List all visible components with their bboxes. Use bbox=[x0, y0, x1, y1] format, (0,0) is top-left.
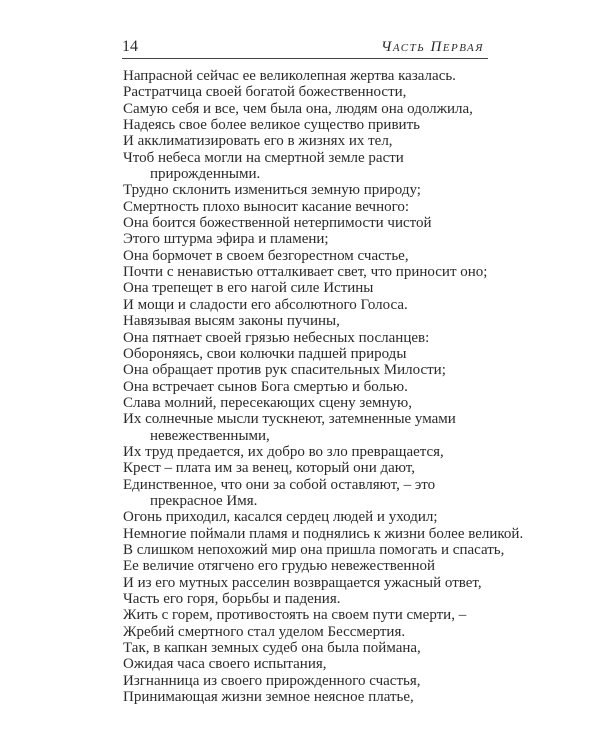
poem-line: И акклиматизировать его в жизнях их тел, bbox=[123, 133, 393, 150]
poem-line: В слишком непохожий мир она пришла помогать и спасать, bbox=[123, 541, 505, 558]
poem-line: Навязывая высям законы пучины, bbox=[123, 313, 340, 330]
poem-line: И мощи и сладости его абсолютного Голоса. bbox=[123, 296, 408, 313]
poem-line: Растратчица своей богатой божественности, bbox=[123, 84, 407, 101]
poem-line: Их солнечные мысли тускнеют, затемненные умами bbox=[123, 411, 456, 428]
poem-line: Трудно склонить измениться земную природу; bbox=[123, 182, 421, 199]
poem-line: Надеясь свое более великое существо привить bbox=[123, 117, 420, 134]
poem-line: Смертность плохо выносит касание вечного: bbox=[123, 198, 410, 215]
poem-line: Изгнанница из своего прирожденного счастья, bbox=[123, 672, 421, 689]
poem-line: прекрасное Имя. bbox=[150, 492, 258, 509]
poem-line: Огонь приходил, касался сердец людей и уходил; bbox=[123, 509, 438, 526]
poem-line: Принимающая жизни земное неясное платье, bbox=[123, 689, 414, 706]
running-title: Часть Первая bbox=[381, 39, 484, 55]
poem-line: невежественными, bbox=[150, 427, 270, 444]
poem-line: Немногие поймали пламя и поднялись к жизни более великой. bbox=[123, 525, 524, 542]
page-number: 14 bbox=[122, 38, 138, 55]
poem-line: Она трепещет в его нагой силе Истины bbox=[123, 280, 374, 297]
poem-line: Этого штурма эфира и пламени; bbox=[123, 231, 329, 248]
poem-line: Она обращает против рук спасительных Милости; bbox=[123, 362, 446, 379]
poem-line: Часть его горя, борьбы и падения. bbox=[123, 591, 341, 607]
poem-line: Самую себя и все, чем была она, людям она одолжила, bbox=[123, 100, 473, 117]
poem-line: И из его мутных расселин возвращается ужасный ответ, bbox=[123, 574, 482, 591]
poem-line: Слава молний, пересекающих сцену земную, bbox=[123, 394, 412, 411]
poem-line: Ее величие отягчено его грудью невежественной bbox=[123, 558, 436, 575]
poem-line: Их труд предается, их добро во зло превращается, bbox=[123, 443, 444, 460]
poem-text bbox=[123, 68, 523, 705]
poem-line: Жить с горем, противостоять на своем пути смерти, – bbox=[123, 607, 467, 624]
poem-line: Обороняясь, свои колючки падшей природы bbox=[123, 345, 407, 362]
poem-line: прирожденными. bbox=[150, 166, 261, 183]
poem-line: Так, в капкан земных судеб она была поймана, bbox=[123, 640, 421, 657]
poem-line: Она встречает сынов Бога смертью и болью. bbox=[123, 378, 408, 395]
poem-line: Она пятнает своей грязью небесных посланцев: bbox=[123, 329, 430, 346]
page-header bbox=[122, 38, 488, 59]
poem-line: Жребий смертного стал уделом Бессмертия. bbox=[123, 623, 406, 640]
poem-line: Она боится божественной нетерпимости чистой bbox=[123, 215, 432, 232]
poem-line: Чтоб небеса могли на смертной земле расти bbox=[123, 149, 404, 166]
poem-line: Крест – плата им за венец, который они дают, bbox=[123, 460, 415, 477]
poem-line: Она бормочет в своем безгорестном счастье, bbox=[123, 247, 409, 264]
poem-line: Ожидая часа своего испытания, bbox=[123, 656, 327, 673]
poem-line: Напрасной сейчас ее великолепная жертва казалась. bbox=[123, 68, 456, 84]
poem-line: Почти с ненавистью отталкивает свет, что приносит оно; bbox=[123, 264, 488, 281]
poem-line: Единственное, что они за собой оставляют, – это bbox=[123, 476, 436, 493]
